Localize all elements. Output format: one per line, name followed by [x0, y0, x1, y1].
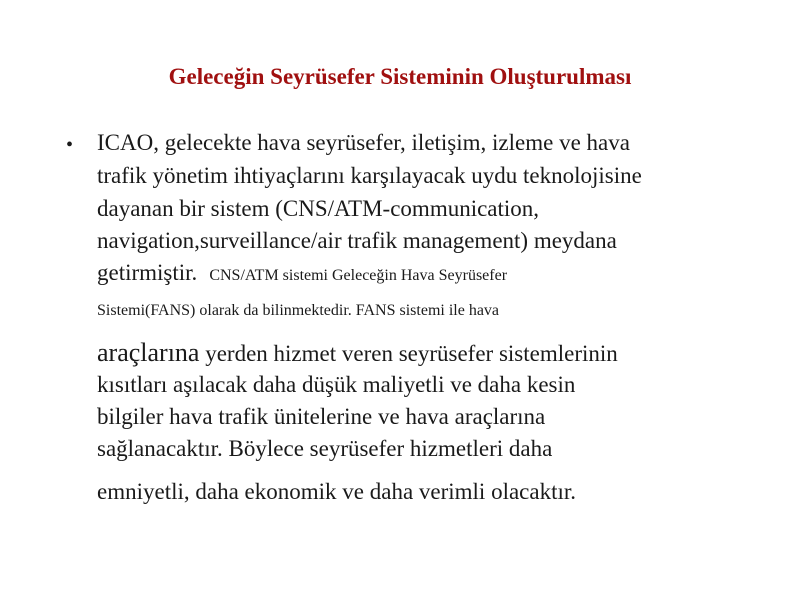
body-line-5-small: CNS/ATM sistemi Geleceğin Hava Seyrüsefer [209, 267, 508, 284]
body-line-5-large: getirmiştir. [97, 260, 198, 285]
body-line-1: ICAO, gelecekte hava seyrüsefer, iletişim, izleme ve hava [97, 130, 630, 155]
body-line-2: trafik yönetim ihtiyaçlarını karşılayacak uydu teknolojisine [97, 163, 642, 188]
body-line-10: sağlanacaktır. Böylece seyrüsefer hizmetleri daha [97, 436, 553, 461]
body-line-4: navigation,surveillance/air trafik management) meydana [97, 228, 617, 253]
body-line-7-word: araçlarına [97, 338, 200, 367]
slide-title: Geleceğin Seyrüsefer Sisteminin Oluşturulması [168, 64, 632, 89]
body-line-5 [97, 258, 507, 291]
body-line-7 [97, 337, 618, 373]
body-line-7-rest: yerden hizmet veren seyrüsefer sistemlerinin [199, 341, 618, 366]
body-line-6: Sistemi(FANS) olarak da bilinmektedir. FANS sistemi ile hava [97, 302, 500, 319]
body-line-8: kısıtları aşılacak daha düşük maliyetli ve daha kesin [97, 372, 576, 397]
bullet-marker: • [66, 134, 74, 156]
body-line-11: emniyetli, daha ekonomik ve daha verimli olacaktır. [97, 479, 577, 504]
body-line-3: dayanan bir sistem (CNS/ATM-communication, [97, 196, 540, 221]
body-line-9: bilgiler hava trafik ünitelerine ve hava araçlarına [97, 404, 546, 429]
